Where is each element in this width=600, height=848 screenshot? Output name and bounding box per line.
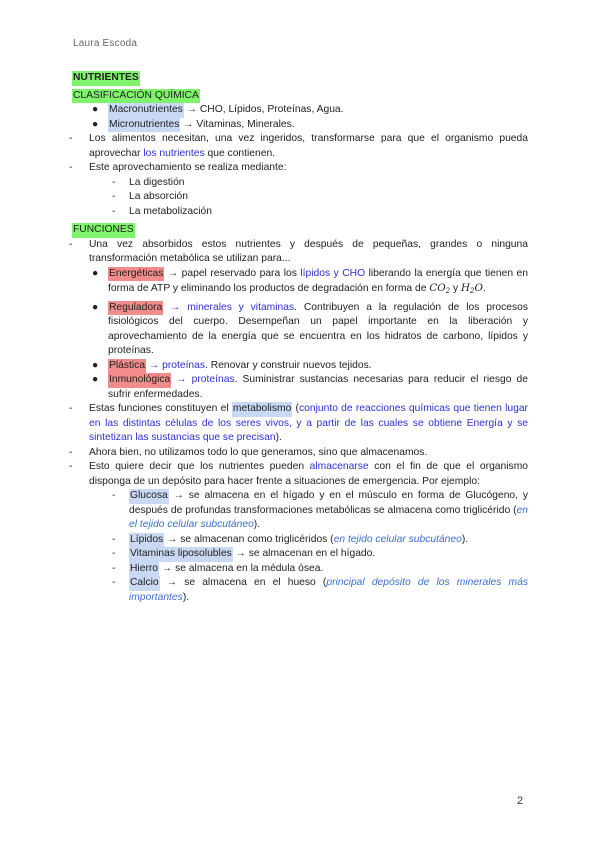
dash-marker: - bbox=[112, 205, 116, 217]
dash-marker: - bbox=[69, 238, 73, 250]
metabolismo-text-c: ). bbox=[275, 432, 282, 443]
calcio-term: Calcio bbox=[129, 576, 160, 591]
step-metabolizacion bbox=[72, 205, 528, 220]
funciones-heading: FUNCIONES bbox=[72, 223, 135, 238]
bullet-icon: ● bbox=[92, 104, 99, 115]
macro-text: → CHO, Lípidos, Proteínas, Agua. bbox=[183, 104, 344, 115]
vitaminas-term: Vitaminas liposolubles bbox=[129, 547, 233, 562]
dash-marker: - bbox=[69, 403, 73, 414]
energeticas-blue: lípidos y CHO bbox=[300, 267, 366, 279]
energeticas-text-a: → papel reservado para los bbox=[164, 267, 301, 279]
intro-text: Una vez absorbidos estos nutrientes y después de pequeñas, grandes o ninguna transformación metabólica se utilizan para... bbox=[89, 238, 528, 264]
inmunologica-term: Inmunológica bbox=[108, 373, 171, 388]
inmunologica-text: . Suministrar sustancias necesarias para reducir el riesgo de sufrir enfermedades. bbox=[108, 374, 528, 400]
micro-term: Micronutrientes bbox=[108, 118, 180, 133]
almacenarse-text-a: Esto quiere decir que los nutrientes pueden bbox=[89, 461, 310, 472]
bullet-icon: ● bbox=[92, 374, 99, 385]
lipidos-term: Lípidos bbox=[129, 533, 164, 548]
micro-text: → Vitaminas, Minerales. bbox=[180, 118, 295, 130]
metabolismo-text-b: ( bbox=[292, 403, 299, 414]
step-digestion bbox=[72, 176, 528, 191]
step-text: La digestión bbox=[129, 176, 185, 188]
plastica-arrow: → bbox=[146, 359, 163, 371]
lipidos-text-b: ). bbox=[461, 533, 469, 545]
storage-item-glucosa bbox=[72, 489, 528, 533]
dash-marker: - bbox=[112, 562, 116, 574]
dash-marker: - bbox=[69, 446, 73, 458]
paragraph-intro bbox=[69, 238, 528, 267]
p1-text-a: Los alimentos necesitan, una vez ingeridos, transformarse para que el organismo pueda aprovechar bbox=[89, 133, 528, 159]
glucosa-text-a: → se almacena en el hígado y en el músculo en forma de Glucógeno, y después de profundas transformaciones metabólicas se almacena como triglicérido ( bbox=[129, 490, 528, 516]
dash-marker: - bbox=[112, 490, 116, 501]
inmunologica-blue: proteínas bbox=[191, 374, 235, 385]
calcio-text-b: ). bbox=[182, 591, 190, 603]
almacenarse-blue: almacenarse bbox=[309, 461, 369, 472]
metabolismo-term: metabolismo bbox=[232, 402, 292, 417]
dash-marker: - bbox=[69, 162, 73, 173]
p1-blue: los nutrientes bbox=[143, 147, 205, 159]
formula-co: CO bbox=[429, 282, 446, 294]
reguladora-text: . Contribuyen a la regulación de los procesos fisiológicos del cuerpo. Desempeñan un papel importante en la liberación y aprovechamiento de la energía que se encuentra en los hidratos de carbono, lípidos y proteínas. bbox=[108, 301, 528, 356]
paragraph-almacenarse bbox=[69, 460, 528, 489]
dash-marker: - bbox=[69, 461, 73, 472]
bullet-icon: ● bbox=[92, 118, 99, 130]
list-item-plastica bbox=[72, 359, 528, 374]
formula-sub: 2 bbox=[445, 287, 451, 295]
bullet-icon: ● bbox=[92, 301, 99, 313]
paragraph-ahora-bien bbox=[69, 446, 528, 461]
dash-marker: - bbox=[112, 533, 116, 545]
glucosa-italic: en el tejido celular subcutáneo bbox=[129, 504, 528, 530]
energeticas-term: Energéticas bbox=[108, 267, 164, 282]
list-item-macronutrientes bbox=[72, 103, 528, 118]
plastica-text: . Renovar y construir nuevos tejidos. bbox=[205, 359, 372, 371]
glucosa-term: Glucosa bbox=[129, 489, 169, 504]
p2-text: Este aprovechamiento se realiza mediante: bbox=[89, 162, 287, 173]
vitaminas-text: → se almacenan en el hígado. bbox=[232, 548, 376, 559]
storage-item-vitaminas bbox=[72, 547, 528, 562]
calcio-text-a: → se almacena en el hueso ( bbox=[159, 577, 327, 588]
section-title: NUTRIENTES bbox=[72, 71, 140, 86]
paragraph-aprovechamiento bbox=[69, 161, 528, 176]
p1-text-b: que contienen. bbox=[204, 147, 276, 159]
storage-item-calcio bbox=[72, 576, 528, 605]
inmunologica-arrow: → bbox=[171, 374, 192, 385]
step-absorcion bbox=[72, 190, 528, 205]
lipidos-italic: en tejido celular subcutáneo bbox=[333, 533, 462, 545]
dash-marker: - bbox=[112, 191, 116, 202]
page-header-author: Laura Escoda bbox=[73, 38, 138, 49]
hierro-text: → se almacena en la médula ósea. bbox=[159, 562, 324, 574]
formula-o: O bbox=[474, 282, 483, 294]
step-text: La metabolización bbox=[129, 205, 212, 217]
plastica-term: Plástica bbox=[108, 359, 146, 374]
energeticas-text-b: liberando la energía que tienen en forma de ATP y eliminando los productos de degradación en forma de bbox=[108, 267, 528, 294]
step-text: La absorción bbox=[129, 191, 188, 202]
storage-item-lipidos bbox=[72, 533, 528, 548]
almacenarse-text-b: con el fin de que el organismo disponga de un depósito para hacer frente a situaciones de emergencia. Por ejemplo: bbox=[89, 461, 528, 487]
calcio-italic: principal depósito de los minerales más importantes bbox=[129, 577, 528, 603]
hierro-term: Hierro bbox=[129, 562, 159, 577]
list-item-micronutrientes bbox=[72, 118, 528, 133]
ahora-bien-text: Ahora bien, no utilizamos todo lo que generamos, sino que almacenamos. bbox=[89, 446, 428, 458]
dash-marker: - bbox=[112, 176, 116, 188]
metabolismo-text-a: Estas funciones constituyen el bbox=[89, 403, 232, 414]
formula-and: y bbox=[450, 283, 461, 294]
dash-marker: - bbox=[69, 133, 73, 144]
reguladora-arrow: → bbox=[163, 301, 188, 313]
paragraph-alimentos bbox=[69, 132, 528, 161]
macro-term: Macronutrientes bbox=[108, 103, 184, 118]
formula-end: . bbox=[482, 283, 486, 294]
formula-h: H bbox=[460, 282, 470, 294]
list-item-inmunologica bbox=[72, 373, 528, 402]
glucosa-text-b: ). bbox=[253, 519, 261, 530]
page-number: 2 bbox=[517, 795, 524, 807]
dash-marker: - bbox=[112, 548, 116, 559]
reguladora-term: Reguladora bbox=[108, 301, 163, 316]
plastica-blue: proteínas bbox=[162, 359, 206, 371]
storage-item-hierro bbox=[72, 562, 528, 577]
metabolismo-blue: conjunto de reacciones químicas que tienen lugar en las distintas células de los seres vivos, y a partir de las cuales se obtiene Energía y se sintetizan las sustancias que se precisan bbox=[89, 403, 528, 443]
list-item-reguladora bbox=[72, 301, 528, 359]
clasificacion-heading: CLASIFICACIÓN QUÍMICA bbox=[72, 89, 200, 104]
reguladora-blue: minerales y vitaminas bbox=[187, 301, 295, 313]
lipidos-text-a: → se almacenan como triglicéridos ( bbox=[164, 533, 334, 545]
dash-marker: - bbox=[112, 577, 116, 588]
paragraph-metabolismo bbox=[69, 402, 528, 446]
list-item-energeticas bbox=[72, 267, 528, 299]
bullet-icon: ● bbox=[92, 267, 99, 279]
document-body bbox=[69, 71, 528, 605]
formula-sub: 2 bbox=[469, 287, 475, 295]
bullet-icon: ● bbox=[92, 359, 99, 371]
